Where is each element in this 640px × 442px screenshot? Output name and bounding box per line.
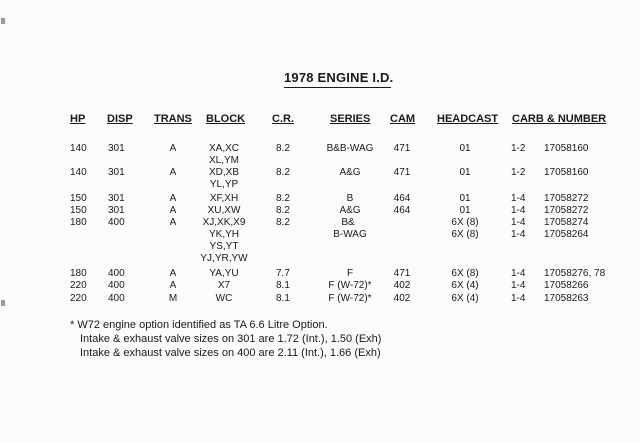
cell-cr: 8.2 [276, 167, 290, 178]
footnote-w72: * W72 engine option identified as TA 6.6 Litre Option. [70, 319, 328, 331]
cell-carb-number: 17058264 [544, 229, 589, 240]
cell-carb-bbl: 1-4 [511, 268, 526, 279]
cell-headcast: 6X (4) [451, 293, 479, 304]
cell-carb-bbl: 1-4 [511, 280, 526, 291]
cell-carb-number: 17058263 [544, 293, 589, 304]
cell-headcast: 6X (8) [451, 229, 479, 240]
title-underline [284, 87, 391, 88]
cell-cam: 402 [393, 280, 411, 291]
cell-block: WC [215, 293, 233, 304]
header-trans: TRANS [154, 113, 192, 125]
cell-hp: 180 [70, 217, 87, 228]
cell-series: B-WAG [333, 229, 367, 240]
cell-trans: A [169, 143, 177, 154]
cell-cr: 8.2 [276, 217, 290, 228]
cell-headcast: 6X (8) [451, 268, 479, 279]
cell-block: XD,XB [208, 167, 240, 178]
header-cr: C.R. [272, 113, 294, 125]
cell-headcast: 01 [459, 167, 471, 178]
cell-hp: 220 [70, 293, 87, 304]
header-disp: DISP [107, 113, 133, 125]
cell-block: XF,XH [209, 193, 239, 204]
cell-carb-number: 17058266 [544, 280, 589, 291]
scan-edge-mark [1, 300, 5, 306]
cell-carb-number: 17058276, 78 [544, 268, 606, 279]
cell-hp: 220 [70, 280, 87, 291]
cell-carb-bbl: 1-2 [511, 143, 526, 154]
cell-trans: A [169, 280, 177, 291]
cell-cam: 402 [393, 293, 411, 304]
cell-trans: A [169, 217, 177, 228]
cell-headcast: 01 [459, 143, 471, 154]
cell-hp: 140 [70, 167, 87, 178]
cell-series: B [346, 193, 354, 204]
cell-block: YK,YH [208, 229, 240, 240]
footnote-400-valves: Intake & exhaust valve sizes on 400 are 2.11 (Int.), 1.66 (Exh) [80, 347, 381, 359]
cell-block: XL,YM [208, 155, 240, 166]
cell-series: A&G [339, 167, 361, 178]
cell-trans: M [168, 293, 178, 304]
cell-carb-number: 17058272 [544, 193, 589, 204]
cell-carb-bbl: 1-2 [511, 167, 526, 178]
cell-block: YA,YU [209, 268, 239, 279]
header-series: SERIES [330, 113, 371, 125]
cell-carb-bbl: 1-4 [511, 217, 526, 228]
cell-series: B&B-WAG [326, 143, 374, 154]
cell-cr: 7.7 [276, 268, 290, 279]
cell-cam: 471 [393, 268, 411, 279]
cell-disp: 301 [108, 205, 125, 216]
cell-trans: A [169, 193, 177, 204]
cell-block: YS,YT [209, 241, 239, 252]
cell-cr: 8.2 [276, 193, 290, 204]
cell-cam: 471 [393, 143, 411, 154]
cell-cr: 8.2 [276, 205, 290, 216]
header-headcast: HEADCAST [437, 113, 499, 125]
cell-block: X7 [217, 280, 231, 291]
cell-hp: 140 [70, 143, 87, 154]
cell-carb-bbl: 1-4 [511, 205, 526, 216]
cell-carb-number: 17058274 [544, 217, 589, 228]
cell-series: F (W-72)* [328, 280, 372, 291]
cell-carb-bbl: 1-4 [511, 293, 526, 304]
cell-carb-number: 17058160 [544, 143, 589, 154]
cell-series: A&G [339, 205, 361, 216]
cell-cam: 464 [393, 193, 411, 204]
cell-headcast: 01 [459, 193, 471, 204]
cell-block: YL,YP [209, 179, 239, 190]
cell-series: F (W-72)* [328, 293, 372, 304]
cell-block: YJ,YR,YW [200, 253, 248, 264]
footnotes [70, 318, 381, 360]
cell-disp: 400 [108, 217, 125, 228]
cell-cr: 8.1 [276, 280, 290, 291]
cell-disp: 400 [108, 293, 125, 304]
header-cam: CAM [390, 113, 416, 125]
cell-hp: 150 [70, 193, 87, 204]
scan-edge-mark [1, 18, 5, 24]
header-block: BLOCK [206, 113, 246, 125]
cell-cam: 471 [393, 167, 411, 178]
cell-carb-bbl: 1-4 [511, 193, 526, 204]
cell-block: XJ,XK,X9 [202, 217, 246, 228]
cell-trans: A [169, 205, 177, 216]
cell-trans: A [169, 268, 177, 279]
cell-carb-number: 17058272 [544, 205, 589, 216]
cell-headcast: 6X (4) [451, 280, 479, 291]
cell-hp: 150 [70, 205, 87, 216]
cell-disp: 400 [108, 280, 125, 291]
header-carb: CARB & NUMBER [512, 113, 607, 125]
cell-series: B& [341, 217, 355, 228]
cell-headcast: 01 [459, 205, 471, 216]
footnote-301-valves: Intake & exhaust valve sizes on 301 are 1.72 (Int.), 1.50 (Exh) [80, 333, 382, 345]
cell-block: XU,XW [207, 205, 241, 216]
cell-headcast: 6X (8) [451, 217, 479, 228]
cell-carb-number: 17058160 [544, 167, 589, 178]
cell-series: F [346, 268, 354, 279]
cell-block: XA,XC [208, 143, 240, 154]
cell-cr: 8.1 [276, 293, 290, 304]
cell-trans: A [169, 167, 177, 178]
cell-disp: 400 [108, 268, 125, 279]
header-hp: HP [70, 113, 86, 125]
cell-hp: 180 [70, 268, 87, 279]
cell-disp: 301 [108, 193, 125, 204]
cell-cam: 464 [393, 205, 411, 216]
cell-cr: 8.2 [276, 143, 290, 154]
page-title: 1978 ENGINE I.D. [284, 70, 394, 85]
cell-disp: 301 [108, 143, 125, 154]
cell-carb-bbl: 1-4 [511, 229, 526, 240]
cell-disp: 301 [108, 167, 125, 178]
